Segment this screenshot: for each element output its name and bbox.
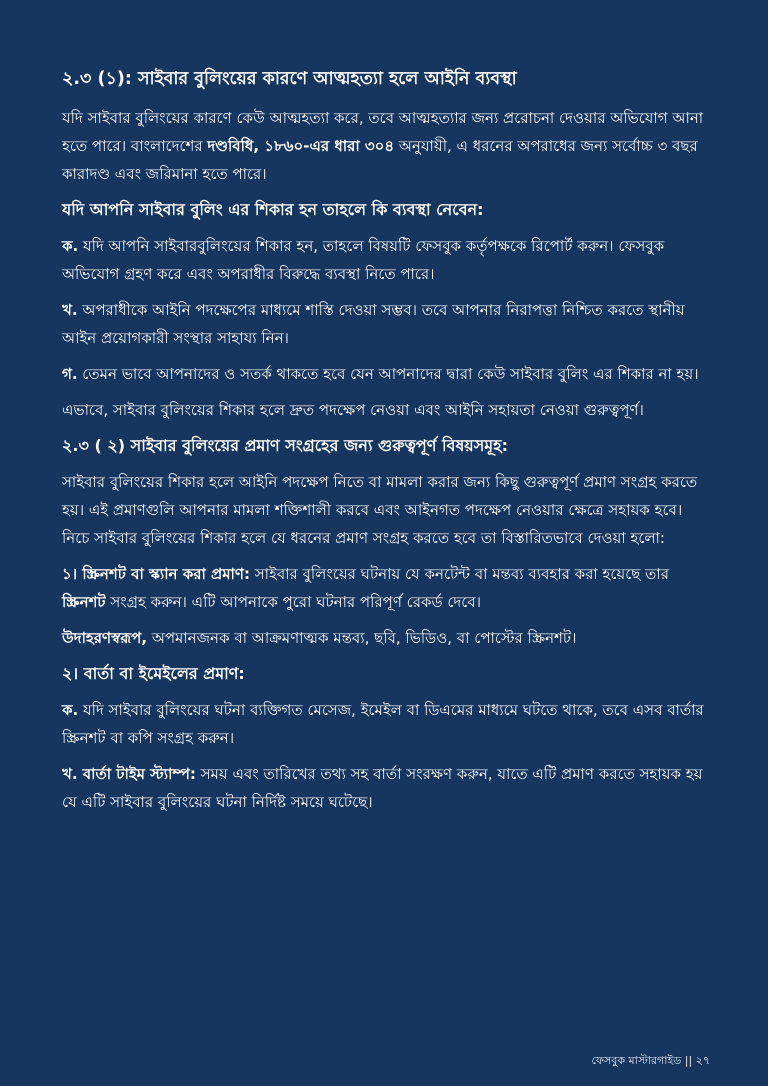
example-label: উদাহরণস্বরূপ, xyxy=(62,629,148,647)
item-label: ১। স্ক্রিনশট বা স্ক্যান করা প্রমাণ: xyxy=(62,565,250,583)
page-footer: ফেসবুক মাস্টারগাইড || ২৭ xyxy=(591,1054,710,1067)
bold-text: স্ক্রিনশট xyxy=(62,593,106,611)
text-span: অপমানজনক বা আক্রমণাত্মক মন্তব্য, ছবি, ভিডিও, বা পোস্টের স্ক্রিনশট। xyxy=(147,629,577,647)
example-paragraph xyxy=(62,624,714,652)
evidence-item-screenshot xyxy=(62,560,714,616)
document-page xyxy=(62,64,714,824)
text-span: সময় এবং তারিখের তথ্য সহ বার্তা সংরক্ষণ করুন, যাতে এটি প্রমাণ করতে সহায়ক হয় যে এটি সাইবার বুলিংয়ের ঘটনা নির্দিষ্ট সময়ে ঘটেছে। xyxy=(62,765,703,811)
messages-point-ka xyxy=(62,696,714,752)
point-label: গ. xyxy=(62,365,78,383)
point-label: খ. বার্তা টাইম স্ট্যাম্প: xyxy=(62,765,196,783)
evidence-intro: সাইবার বুলিংয়ের শিকার হলে আইনি পদক্ষেপ নিতে বা মামলা করার জন্য কিছু গুরুত্বপূর্ণ প্রমাণ সংগ্রহ করতে হয়। এই প্রমাণগুলি আপনার মামলা শক্তিশালী করবে এবং আইনগত পদক্ষেপ নেওয়ার ক্ষেত্রে সহায়ক হবে। নিচে সাইবার বুলিংয়ের শিকার হলে যে ধরনের প্রমাণ সংগ্রহ করতে হবে তা বিস্তারিতভাবে দেওয়া হলো: xyxy=(62,473,698,547)
section-heading-what-to-do: যদি আপনি সাইবার বুলিং এর শিকার হন তাহলে কি ব্যবস্থা নেবেন: xyxy=(62,200,484,219)
text-span: সংগ্রহ করুন। এটি আপনাকে পুরো ঘটনার পরিপূর্ণ রেকর্ড দেবে। xyxy=(105,593,482,611)
text-span: অনুযায়ী, এ ধরনের অপরাধের জন্য সর্বোচ্চ ৩ বছর কারাদণ্ড এবং জরিমানা হতে পারে। xyxy=(62,137,698,183)
text-span: তেমন ভাবে আপনাদের ও সতর্ক থাকতে হবে যেন আপনাদের দ্বারা কেউ সাইবার বুলিং এর শিকার না হয়। xyxy=(77,365,699,383)
point-label: ক. xyxy=(62,701,79,719)
section-heading-evidence: ২.৩ ( ২) সাইবার বুলিংয়ের প্রমাণ সংগ্রহের জন্য গুরুত্বপূর্ণ বিষয়সমূহ: xyxy=(62,436,508,455)
text-span: যদি সাইবার বুলিংয়ের কারণে কেউ আত্মহত্যা করে, তবে আত্মহত্যার জন্য প্ররোচনা দেওয়ার অভিযোগ আনা হতে পারে। বাংলাদেশের xyxy=(62,109,704,155)
evidence-item-messages-heading: ২। বার্তা বা ইমেইলের প্রমাণ: xyxy=(62,664,245,683)
point-ga xyxy=(62,360,714,388)
point-label: খ. xyxy=(62,301,78,319)
section-heading-legal-action: ২.৩ (১): সাইবার বুলিংয়ের কারণে আত্মহত্যা হলে আইনি ব্যবস্থা xyxy=(62,69,517,89)
text-span: যদি আপনি সাইবারবুলিংয়ের শিকার হন, তাহলে বিষয়টি ফেসবুক কর্তৃপক্ষকে রিপোর্ট করুন। ফেসবুক অভিযোগ গ্রহণ করে এবং অপরাধীর বিরুদ্ধে ব্যবস্থা নিতে পারে। xyxy=(62,237,665,283)
point-ka xyxy=(62,232,714,288)
text-span: অপরাধীকে আইনি পদক্ষেপের মাধ্যমে শাস্তি দেওয়া সম্ভব। তবে আপনার নিরাপত্তা নিশ্চিত করতে স্থানীয় আইন প্রয়োগকারী সংস্থার সাহায্য নিন। xyxy=(62,301,685,347)
text-span: সাইবার বুলিংয়ের ঘটনায় যে কনটেন্ট বা মন্তব্য ব্যবহার করা হয়েছে তার xyxy=(249,565,669,583)
point-label: ক. xyxy=(62,237,79,255)
messages-point-kha xyxy=(62,760,714,816)
summary-paragraph: এভাবে, সাইবার বুলিংয়ের শিকার হলে দ্রুত পদক্ষেপ নেওয়া এবং আইনি সহায়তা নেওয়া গুরুত্বপূর্ণ। xyxy=(62,401,644,419)
bold-text: দণ্ডবিধি, ১৮৬০-এর ধারা ৩০৪ xyxy=(207,137,395,155)
text-span: যদি সাইবার বুলিংয়ের ঘটনা ব্যক্তিগত মেসেজ, ইমেইল বা ডিএমের মাধ্যমে ঘটতে থাকে, তবে এসব বার্তার স্ক্রিনশট বা কপি সংগ্রহ করুন। xyxy=(62,701,704,747)
legal-action-paragraph xyxy=(62,104,714,188)
point-kha xyxy=(62,296,714,352)
